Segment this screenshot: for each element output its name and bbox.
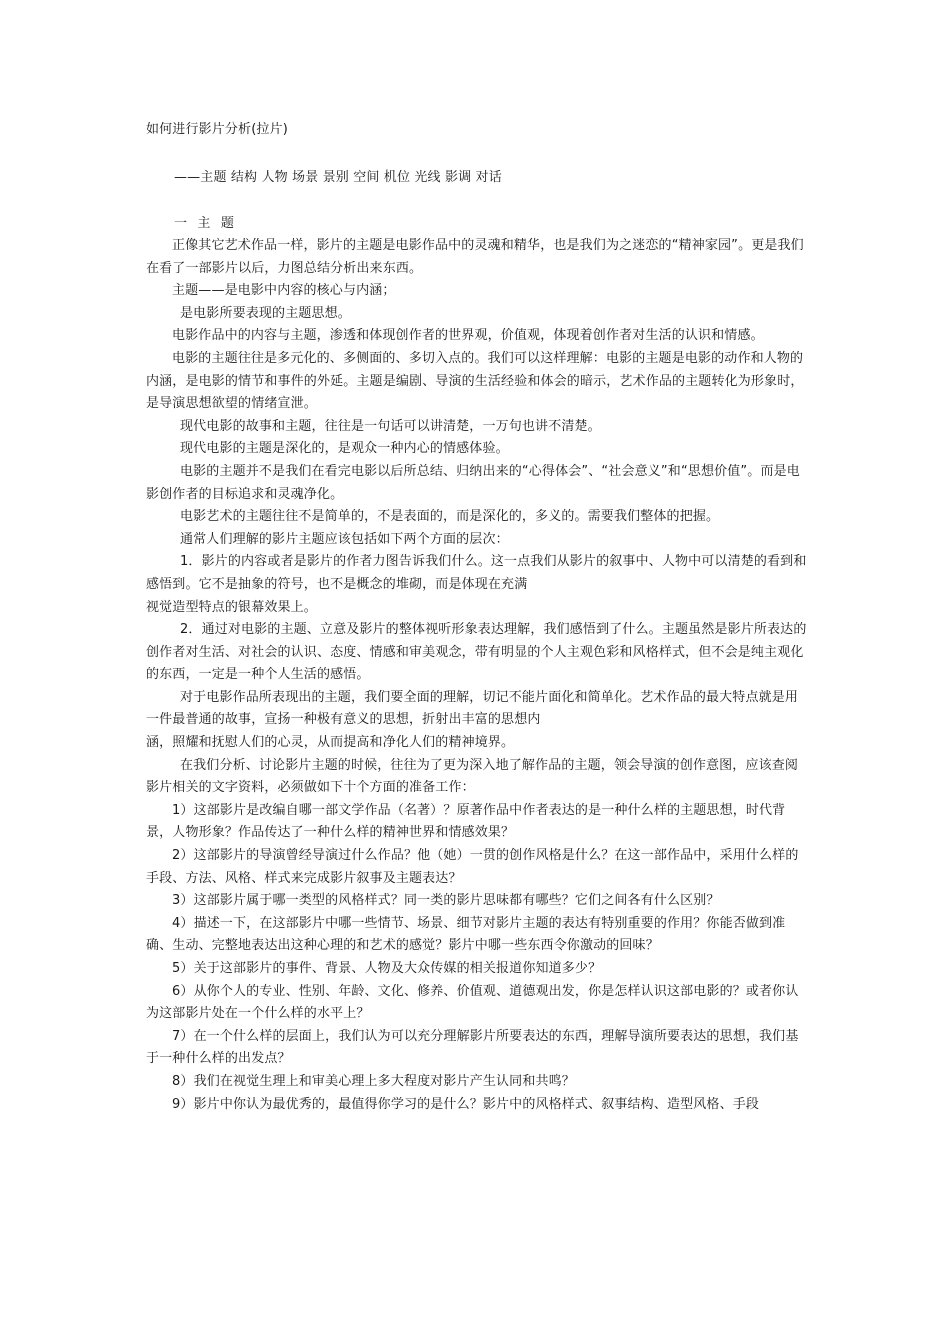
document-subtitle: ——主题 结构 人物 场景 景别 空间 机位 光线 影调 对话 xyxy=(174,170,502,185)
paragraph: 电影的主题并不是我们在看完电影以后所总结、归纳出来的“心得体会”、“社会意义”和“思想价值”。而是电影创作者的目标追求和灵魂净化。 xyxy=(146,463,800,502)
list-item: 1．影片的内容或者是影片的作者力图告诉我们什么。这一点我们从影片的叙事中、人物中可以清楚的看到和感悟到。它不是抽象的符号，也不是概念的堆砌，而是体现在充满 xyxy=(146,554,807,592)
list-item: 6）从你个人的专业、性别、年龄、文化、修养、价值观、道德观出发，你是怎样认识这部电影的？或者你认为这部影片处在一个什么样的水平上？ xyxy=(146,983,799,1022)
paragraph-continuation: 涵，照耀和抚慰人们的心灵，从而提高和净化人们的精神境界。 xyxy=(146,735,515,751)
list-item: 9）影片中你认为最优秀的，最值得你学习的是什么？影片中的风格样式、叙事结构、造型风格、手段 xyxy=(172,1096,760,1112)
paragraph: 主题——是电影中内容的核心与内涵； xyxy=(172,283,396,299)
list-item: 7）在一个什么样的层面上，我们认为可以充分理解影片所要表达的东西，理解导演所要表达的思想，我们基于一种什么样的出发点？ xyxy=(146,1028,799,1067)
paragraph: 电影的主题往往是多元化的、多侧面的、多切入点的。我们可以这样理解：电影的主题是电影的动作和人物的内涵，是电影的情节和事件的外延。主题是编剧、导演的生活经验和体会的暗示，艺术作品的主题转化为形象时，是导演思想欲望的情绪宣泄。 xyxy=(146,350,804,412)
list-item: 3）这部影片属于哪一类型的风格样式？同一类的影片思味都有哪些？它们之间各有什么区别？ xyxy=(172,893,720,909)
list-item: 8）我们在视觉生理上和审美心理上多大程度对影片产生认同和共鸣？ xyxy=(172,1073,575,1089)
paragraph: 是电影所要表现的主题思想。 xyxy=(180,305,351,321)
paragraph: 电影作品中的内容与主题，渗透和体现创作者的世界观，价值观，体现着创作者对生活的认识和情感。 xyxy=(172,328,764,344)
list-item: 5）关于这部影片的事件、背景、人物及大众传媒的相关报道你知道多少？ xyxy=(172,961,602,976)
document-title: 如何进行影片分析(拉片) xyxy=(146,122,288,137)
paragraph: 现代电影的主题是深化的，是观众一种内心的情感体验。 xyxy=(180,441,509,457)
section-heading: 一 主 题 xyxy=(174,216,235,231)
list-item: 2）这部影片的导演曾经导演过什么作品？他（她）一贯的创作风格是什么？在这一部作品中，采用什么样的手段、方法、风格、样式来完成影片叙事及主题表达？ xyxy=(146,848,799,886)
paragraph: 在我们分析、讨论影片主题的时候，往往为了更为深入地了解作品的主题，领会导演的创作意图，应该查阅影片相关的文字资料，必须做如下十个方面的准备工作： xyxy=(146,757,799,796)
list-item: 4）描述一下，在这部影片中哪一些情节、场景、细节对影片主题的表达有特别重要的作用？你能否做到准确、生动、完整地表达出这种心理的和艺术的感觉？影片中哪一些东西令你激动的回味？ xyxy=(146,915,786,954)
document-body xyxy=(146,119,810,1116)
paragraph: 现代电影的故事和主题，往往是一句话可以讲清楚，一万句也讲不清楚。 xyxy=(180,418,601,434)
paragraph: 电影艺术的主题往往不是简单的，不是表面的，而是深化的，多义的。需要我们整体的把握。 xyxy=(180,509,720,525)
paragraph: 通常人们理解的影片主题应该包括如下两个方面的层次： xyxy=(180,531,509,547)
list-item: 2．通过对电影的主题、立意及影片的整体视听形象表达理解，我们感悟到了什么。主题虽然是影片所表达的创作者对生活、对社会的认识、态度、情感和审美观念，带有明显的个人主观色彩和风格样式，但不会是纯主观化的东西，一定是一种个人生活的感悟。 xyxy=(146,622,807,683)
paragraph: 正像其它艺术作品一样，影片的主题是电影作品中的灵魂和精华，也是我们为之迷恋的“精神家园”。更是我们在看了一部影片以后，力图总结分析出来东西。 xyxy=(146,238,804,276)
paragraph-continuation: 视觉造型特点的银幕效果上。 xyxy=(146,599,317,615)
paragraph: 对于电影作品所表现出的主题，我们要全面的理解，切记不能片面化和简单化。艺术作品的最大特点就是用一件最普通的故事，宣扬一种极有意义的思想，折射出丰富的思想内 xyxy=(146,689,799,728)
list-item: 1）这部影片是改编自哪一部文学作品（名著）？原著作品中作者表达的是一种什么样的主题思想，时代背景，人物形象？作品传达了一种什么样的精神世界和情感效果？ xyxy=(146,802,786,841)
